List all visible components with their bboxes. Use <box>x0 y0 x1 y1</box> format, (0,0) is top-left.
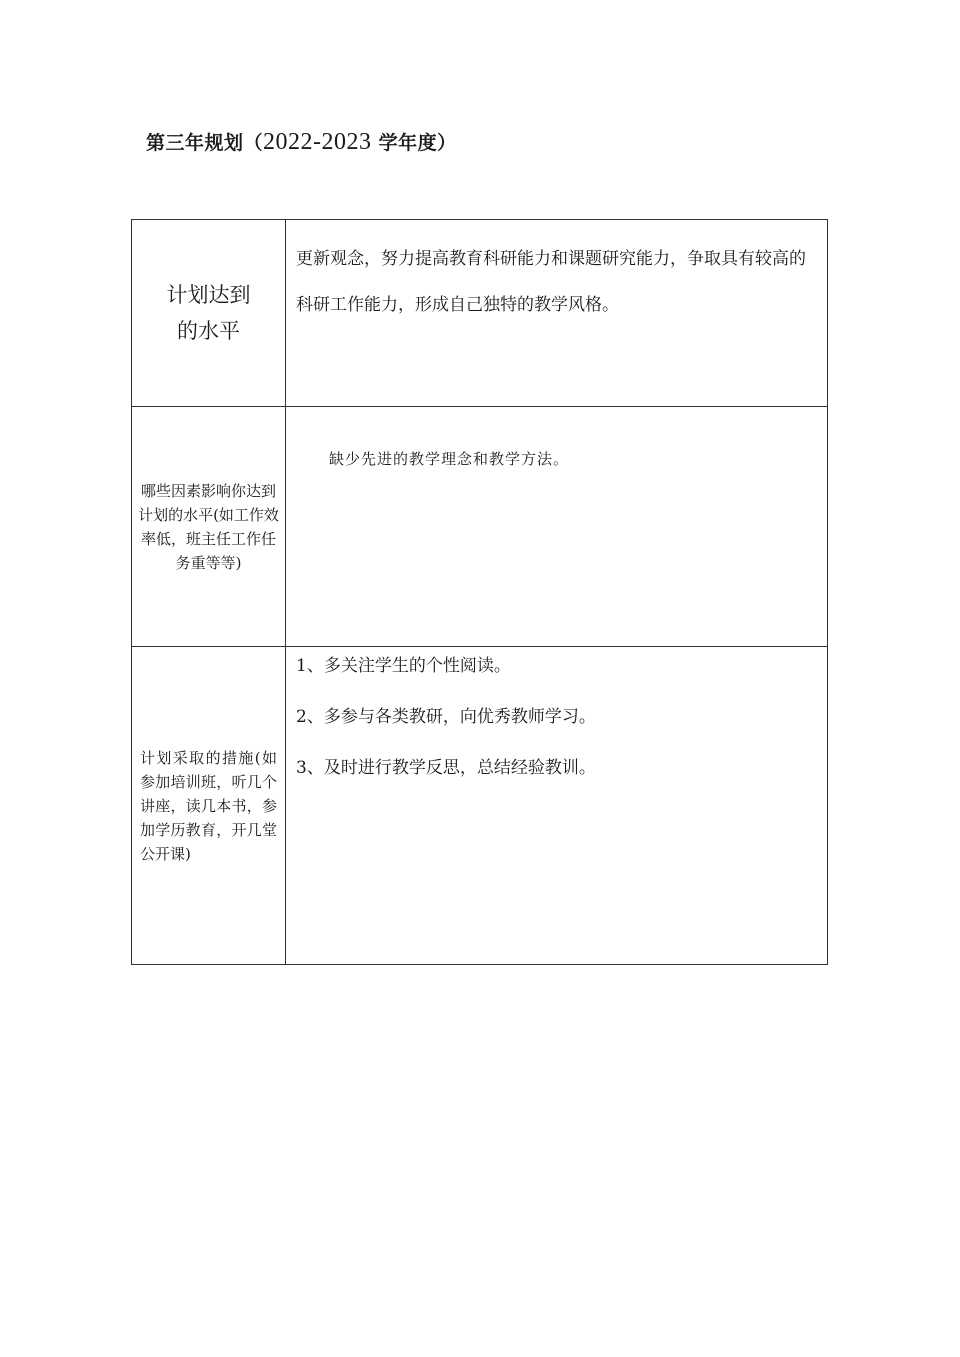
page-title <box>146 128 457 156</box>
planned-measures-content-cell <box>286 647 828 965</box>
title-suffix: 学年度） <box>371 132 457 154</box>
influencing-factors-label-cell <box>132 407 286 647</box>
target-level-label-line2: 的水平 <box>177 319 240 343</box>
list-item: 1、多关注学生的个性阅读。 <box>296 656 511 676</box>
target-level-label-line1: 计划达到 <box>166 283 251 307</box>
table-row-planned-measures <box>132 647 828 965</box>
planned-measures-list <box>286 647 827 781</box>
title-prefix: 第三年规划（ <box>146 132 264 154</box>
planned-measures-label-cell <box>132 647 286 965</box>
influencing-factors-content-cell <box>286 407 828 647</box>
influencing-factors-content: 缺少先进的教学理念和教学方法。 <box>329 450 570 468</box>
target-level-content: 更新观念，努力提高教育科研能力和课题研究能力，争取具有较高的科研工作能力，形成自己独特的教学风格。 <box>296 249 806 315</box>
table-row-influencing-factors <box>132 407 828 647</box>
planned-measures-label: 计划采取的措施(如参加培训班，听几个讲座，读几本书，参加学历教育，开几堂公开课) <box>140 748 277 863</box>
table-row-target-level <box>132 220 828 407</box>
list-item: 3、及时进行教学反思，总结经验教训。 <box>296 758 596 778</box>
influencing-factors-label: 哪些因素影响你达到计划的水平(如工作效率低，班主任工作任务重等等) <box>138 481 279 572</box>
plan-table <box>131 219 828 965</box>
target-level-content-cell <box>286 220 828 407</box>
target-level-label-cell <box>132 220 286 407</box>
list-item: 2、多参与各类教研，向优秀教师学习。 <box>296 707 596 727</box>
title-year: 2022-2023 <box>263 129 372 155</box>
